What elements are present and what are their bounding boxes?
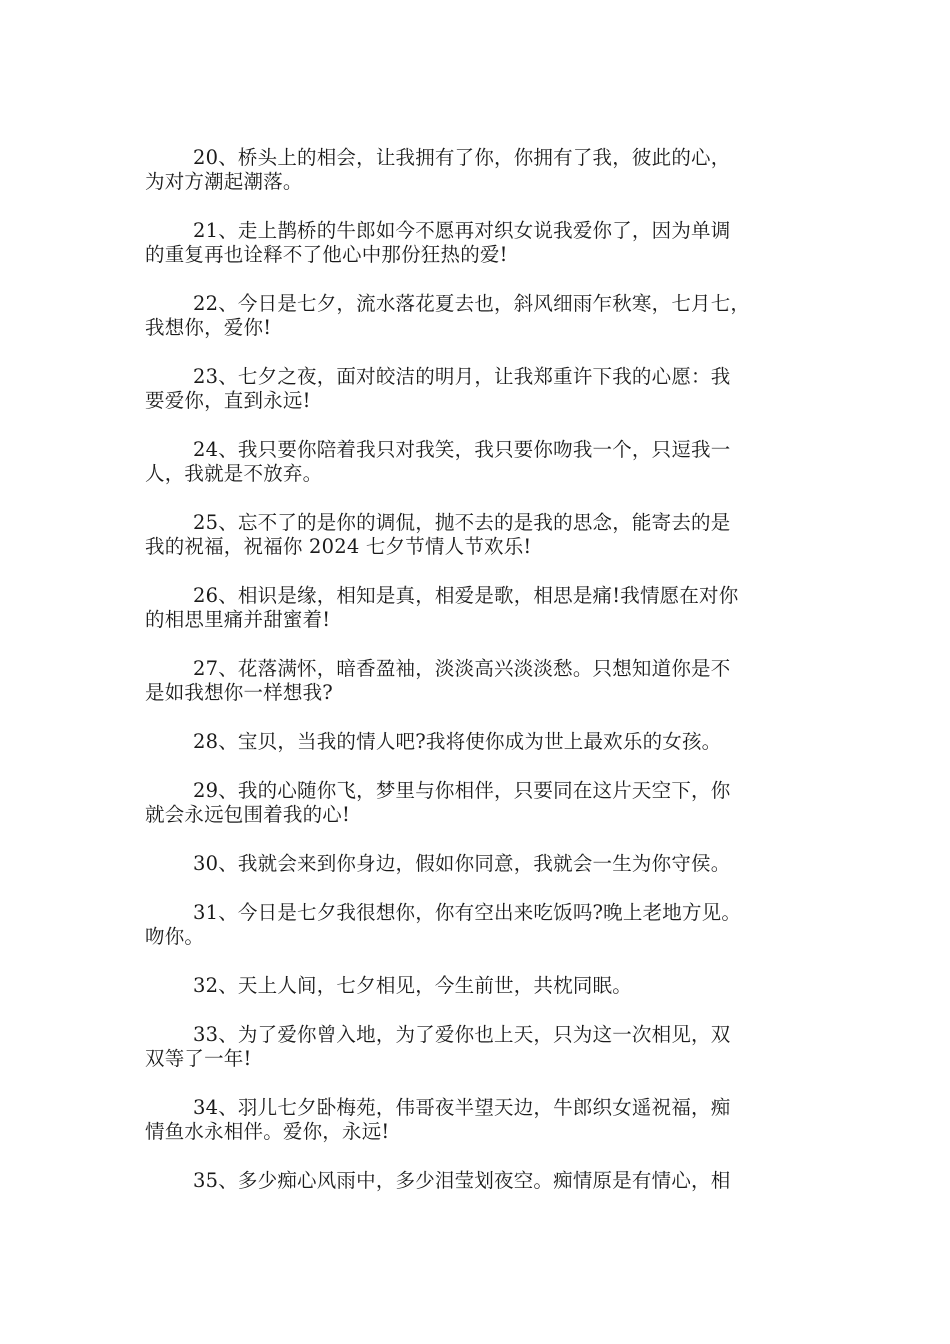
paragraph-line: 29、我的心随你飞，梦里与你相伴，只要同在这片天空下，你 [193,779,731,802]
paragraph-line: 22、今日是七夕，流水落花夏去也，斜风细雨乍秋寒，七月七， [193,292,751,315]
paragraph-line: 的重复再也诠释不了他心中那份狂热的爱! [145,243,508,266]
paragraph-line: 情鱼水永相伴。爱你，永远! [145,1120,390,1143]
paragraph-line: 是如我想你一样想我? [145,681,333,704]
paragraph-line: 28、宝贝，当我的情人吧?我将使你成为世上最欢乐的女孩。 [193,730,722,753]
paragraph-line: 24、我只要你陪着我只对我笑，我只要你吻我一个，只逗我一 [193,438,731,461]
paragraph-32 [145,974,809,998]
paragraph-line: 25、忘不了的是你的调侃，抛不去的是我的思念，能寄去的是 [193,511,731,534]
paragraph-line: 我的祝福，祝福你 2024 七夕节情人节欢乐! [145,535,532,558]
paragraph-23 [145,365,809,413]
paragraph-line: 吻你。 [145,925,205,948]
paragraph-33 [145,1023,809,1071]
paragraph-29 [145,779,809,827]
paragraph-27 [145,657,809,705]
paragraph-line: 34、羽儿七夕卧梅苑，伟哥夜半望天边，牛郎织女遥祝福，痴 [193,1096,731,1119]
paragraph-line: 人，我就是不放弃。 [145,462,323,485]
paragraph-24 [145,438,809,486]
paragraph-line: 23、七夕之夜，面对皎洁的明月，让我郑重许下我的心愿：我 [193,365,731,388]
paragraph-31 [145,901,809,949]
paragraph-line: 我想你，爱你! [145,316,272,339]
paragraph-line: 双等了一年! [145,1047,252,1070]
paragraph-26 [145,584,809,632]
paragraph-28 [145,730,809,754]
paragraph-25 [145,511,809,559]
paragraph-30 [145,852,809,876]
paragraph-line: 就会永远包围着我的心! [145,803,351,826]
paragraph-21 [145,219,809,267]
paragraph-line: 35、多少痴心风雨中，多少泪莹划夜空。痴情原是有情心，相 [193,1169,731,1192]
paragraph-line: 26、相识是缘，相知是真，相爱是歌，相思是痛!我情愿在对你 [193,584,739,607]
paragraph-line: 的相思里痛并甜蜜着! [145,608,331,631]
paragraph-line: 为对方潮起潮落。 [145,170,303,193]
document-body [145,146,809,1193]
paragraph-line: 21、走上鹊桥的牛郎如今不愿再对织女说我爱你了，因为单调 [193,219,731,242]
paragraph-line: 30、我就会来到你身边，假如你同意，我就会一生为你守侯。 [193,852,731,875]
paragraph-line: 32、天上人间，七夕相见，今生前世，共枕同眠。 [193,974,632,997]
paragraph-line: 20、桥头上的相会，让我拥有了你，你拥有了我，彼此的心， [193,146,731,169]
paragraph-35 [145,1169,809,1193]
paragraph-line: 要爱你，直到永远! [145,389,311,412]
paragraph-34 [145,1096,809,1144]
paragraph-20 [145,146,809,194]
paragraph-line: 33、为了爱你曾入地，为了爱你也上天，只为这一次相见，双 [193,1023,731,1046]
paragraph-22 [145,292,809,340]
paragraph-line: 31、今日是七夕我很想你，你有空出来吃饭吗?晚上老地方见。 [193,901,742,924]
paragraph-line: 27、花落满怀，暗香盈袖，淡淡高兴淡淡愁。只想知道你是不 [193,657,731,680]
